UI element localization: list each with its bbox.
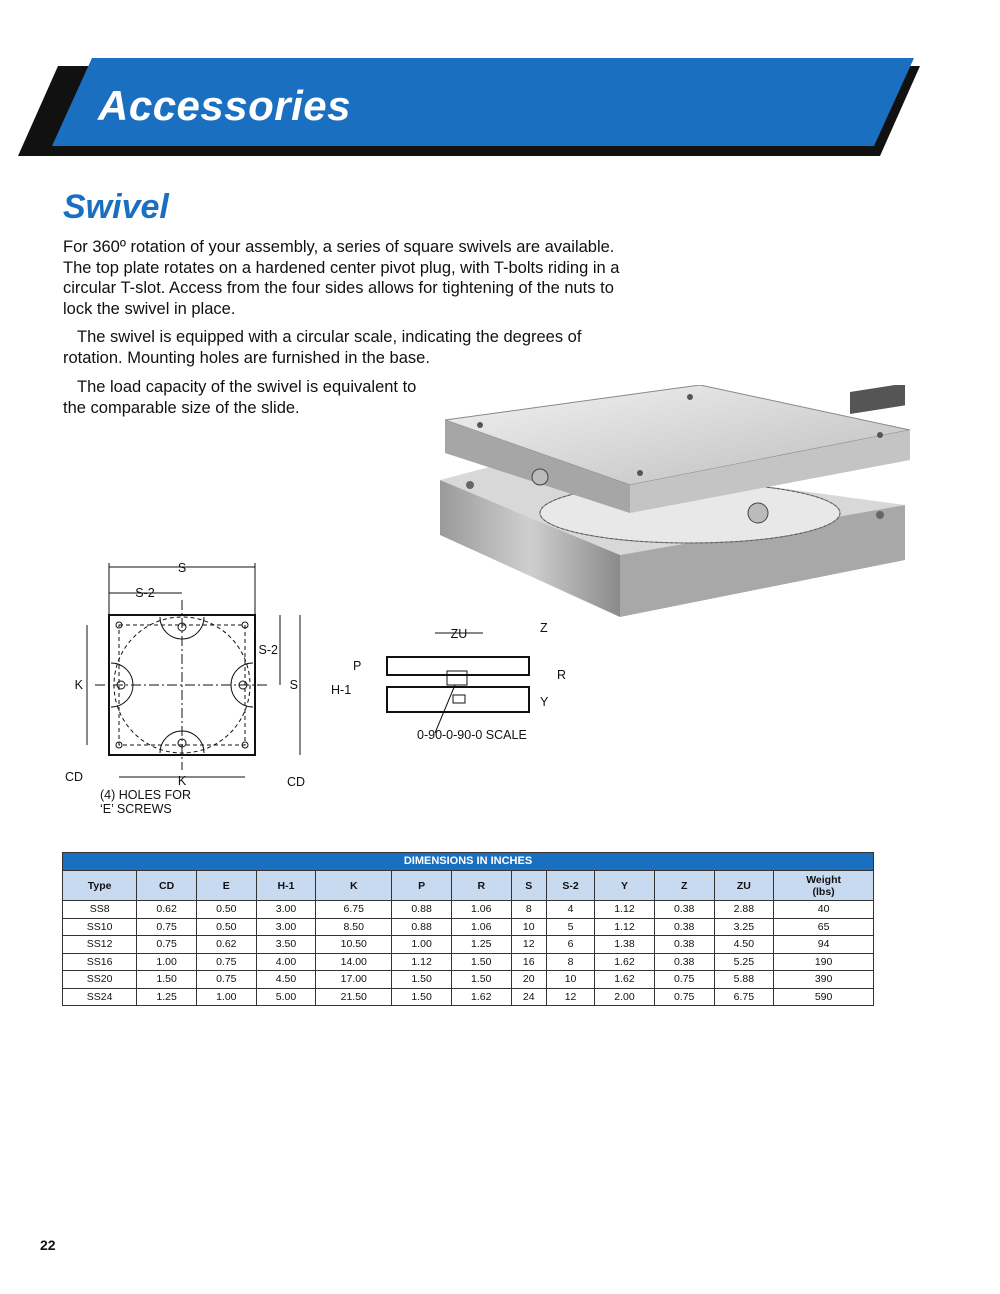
table-cell: 2.00 <box>595 988 655 1006</box>
dim-label-s2-side: S-2 <box>258 643 278 657</box>
table-cell: 16 <box>511 953 546 971</box>
page-title: Accessories <box>98 82 352 129</box>
table-cell: 10 <box>546 971 594 989</box>
table-row <box>63 988 874 1006</box>
table-cell: 0.38 <box>654 953 714 971</box>
table-cell: 5.88 <box>714 971 774 989</box>
table-cell: SS8 <box>63 901 137 919</box>
table-header-row <box>63 871 874 901</box>
table-row <box>63 918 874 936</box>
dimension-drawings <box>55 555 615 825</box>
table-cell: 0.62 <box>137 901 197 919</box>
table-cell: 1.06 <box>451 918 511 936</box>
table-cell: SS12 <box>63 936 137 954</box>
table-cell: 6.75 <box>714 988 774 1006</box>
table-cell: 94 <box>774 936 874 954</box>
table-cell: 1.62 <box>451 988 511 1006</box>
table-cell: 1.50 <box>392 988 452 1006</box>
holes-label-line1: (4) HOLES FOR <box>100 788 191 802</box>
dim-label-p: P <box>353 659 362 673</box>
scale-paragraph: The swivel is equipped with a circular scale, indicating the degrees of rotation. Mounting holes are furnished in the base. <box>63 328 582 367</box>
table-row <box>63 936 874 954</box>
table-row <box>63 971 874 989</box>
column-header: Y <box>595 871 655 901</box>
column-header: Z <box>654 871 714 901</box>
table-cell: 12 <box>511 936 546 954</box>
scale-label: 0-90-0-90-0 SCALE <box>417 728 527 742</box>
table-cell: 0.75 <box>196 953 256 971</box>
table-cell: 0.75 <box>137 936 197 954</box>
table-cell: 0.62 <box>196 936 256 954</box>
page-number: 22 <box>40 1237 56 1253</box>
column-header: ZU <box>714 871 774 901</box>
column-header: S <box>511 871 546 901</box>
table-cell: 2.88 <box>714 901 774 919</box>
column-header: E <box>196 871 256 901</box>
table-cell: 1.00 <box>392 936 452 954</box>
holes-label-line2: ‘E’ SCREWS <box>100 802 172 816</box>
table-cell: 14.00 <box>316 953 392 971</box>
dim-label-z: Z <box>540 621 548 635</box>
table-cell: 8 <box>511 901 546 919</box>
table-cell: 4.00 <box>256 953 316 971</box>
table-cell: 6 <box>546 936 594 954</box>
table-cell: 4.50 <box>714 936 774 954</box>
dim-label-k-bottom: K <box>177 774 187 788</box>
table-cell: 65 <box>774 918 874 936</box>
table-cell: 0.88 <box>392 901 452 919</box>
dim-label-k-side: K <box>74 678 83 692</box>
dim-label-s2-top: S-2 <box>135 586 155 600</box>
table-cell: 1.62 <box>595 953 655 971</box>
table-cell: 1.50 <box>451 971 511 989</box>
dim-label-cd-right: CD <box>287 775 306 789</box>
dimensions-table <box>62 852 874 1006</box>
table-cell: 1.50 <box>451 953 511 971</box>
table-cell: 0.75 <box>654 988 714 1006</box>
table-cell: 5.25 <box>714 953 774 971</box>
table-cell: 0.50 <box>196 901 256 919</box>
table-cell: 1.50 <box>392 971 452 989</box>
table-cell: 590 <box>774 988 874 1006</box>
table-cell: SS16 <box>63 953 137 971</box>
table-cell: 3.50 <box>256 936 316 954</box>
dim-label-s-side: S <box>289 678 298 692</box>
table-cell: 3.25 <box>714 918 774 936</box>
table-cell: 12 <box>546 988 594 1006</box>
table-cell: 190 <box>774 953 874 971</box>
table-cell: 4 <box>546 901 594 919</box>
table-cell: 0.38 <box>654 936 714 954</box>
table-cell: 0.75 <box>137 918 197 936</box>
dim-label-cd-left: CD <box>65 770 84 784</box>
table-cell: 1.12 <box>595 901 655 919</box>
column-header: Weight (lbs) <box>774 871 874 901</box>
column-header: S-2 <box>546 871 594 901</box>
table-cell: 5 <box>546 918 594 936</box>
table-cell: 20 <box>511 971 546 989</box>
table-row <box>63 901 874 919</box>
column-header: R <box>451 871 511 901</box>
column-header: H-1 <box>256 871 316 901</box>
table-cell: 4.50 <box>256 971 316 989</box>
table-cell: 390 <box>774 971 874 989</box>
table-cell: 0.38 <box>654 901 714 919</box>
dim-label-y: Y <box>540 695 549 709</box>
section-title: Swivel <box>63 188 169 226</box>
table-row <box>63 953 874 971</box>
table-cell: 10.50 <box>316 936 392 954</box>
table-cell: 1.00 <box>137 953 197 971</box>
table-cell: 3.00 <box>256 918 316 936</box>
table-cell: 1.12 <box>392 953 452 971</box>
table-cell: 3.00 <box>256 901 316 919</box>
table-cell: 1.06 <box>451 901 511 919</box>
table-cell: SS10 <box>63 918 137 936</box>
table-cell: 1.50 <box>137 971 197 989</box>
table-cell: 1.25 <box>451 936 511 954</box>
table-cell: 0.38 <box>654 918 714 936</box>
table-cell: 10 <box>511 918 546 936</box>
table-body <box>63 901 874 1006</box>
dim-label-zu: ZU <box>450 627 468 641</box>
table-cell: 24 <box>511 988 546 1006</box>
table-cell: 40 <box>774 901 874 919</box>
table-cell: 8.50 <box>316 918 392 936</box>
column-header: K <box>316 871 392 901</box>
table-cell: 1.25 <box>137 988 197 1006</box>
table-cell: 1.62 <box>595 971 655 989</box>
intro-paragraph: For 360º rotation of your assembly, a series of square swivels are available. The top plate rotates on a hardened center pivot plug, with T-bolts riding in a circular T-slot. Access from the four sides allows for tightening of the nuts to lock the swivel in place. <box>63 238 620 318</box>
table-cell: 1.12 <box>595 918 655 936</box>
dim-label-s: S <box>177 561 187 575</box>
table-cell: 21.50 <box>316 988 392 1006</box>
table-cell: 0.75 <box>196 971 256 989</box>
capacity-paragraph: The load capacity of the swivel is equivalent to the comparable size of the slide. <box>63 378 417 417</box>
column-header: CD <box>137 871 197 901</box>
table-cell: 0.88 <box>392 918 452 936</box>
column-header: P <box>392 871 452 901</box>
table-cell: 1.38 <box>595 936 655 954</box>
table-cell: 5.00 <box>256 988 316 1006</box>
table-cell: SS24 <box>63 988 137 1006</box>
table-cell: 8 <box>546 953 594 971</box>
dim-label-h1: H-1 <box>331 683 352 697</box>
column-header: Type <box>63 871 137 901</box>
table-cell: 1.00 <box>196 988 256 1006</box>
table-cell: 0.75 <box>654 971 714 989</box>
table-cell: 6.75 <box>316 901 392 919</box>
table-caption: DIMENSIONS IN INCHES <box>62 852 874 870</box>
table-cell: SS20 <box>63 971 137 989</box>
table-cell: 0.50 <box>196 918 256 936</box>
dim-label-r: R <box>557 668 567 682</box>
table-cell: 17.00 <box>316 971 392 989</box>
